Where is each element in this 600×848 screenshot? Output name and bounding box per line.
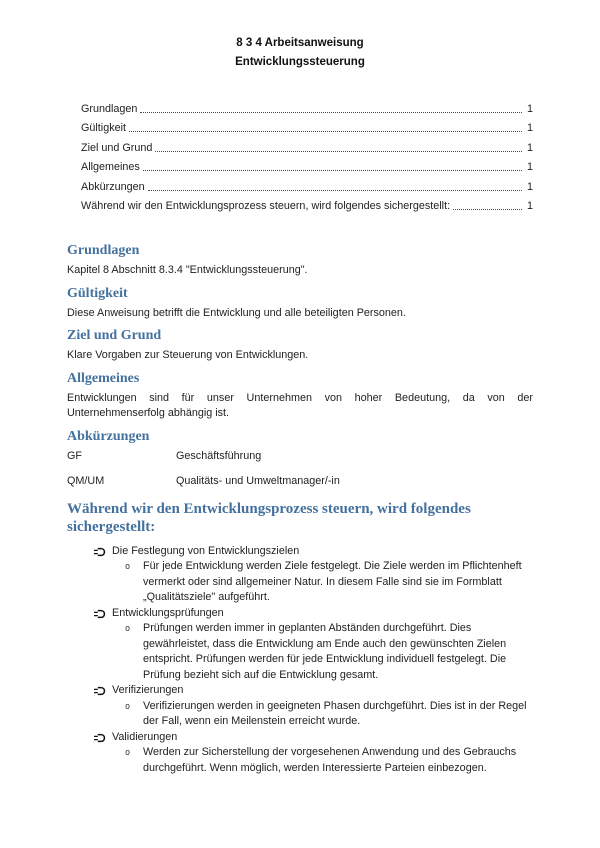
list-subitem-text: Verifizierungen werden in geeigneten Phasen durchgeführt. Dies ist in der Regel der Fall, wenn ein Meilenstein erreicht wurde. <box>143 699 527 727</box>
list-subitem <box>67 745 533 776</box>
page-content <box>67 0 533 776</box>
toc-page-number: 1 <box>526 200 533 212</box>
circle-bullet-icon: o <box>125 701 131 712</box>
wingdings-bullet-icon <box>93 733 106 743</box>
circle-bullet-icon: o <box>125 624 131 634</box>
toc-dot-leader <box>453 209 522 210</box>
wingdings-bullet-icon <box>93 609 106 619</box>
abbreviation-meaning: Geschäftsführung <box>176 449 262 462</box>
abbreviation-meaning: Qualitäts- und Umweltmanager/-in <box>176 475 340 487</box>
list-item-title: Validierungen <box>112 730 178 743</box>
section-body-gueltigkeit: Diese Anweisung betrifft die Entwicklung und alle beteiligten Personen. <box>67 306 406 319</box>
toc-entry-label: Während wir den Entwicklungsprozess steuern, wird folgendes sichergestellt: <box>81 200 451 212</box>
toc-dot-leader <box>155 151 522 152</box>
abbreviation-key: QM/UM <box>67 475 105 487</box>
toc-page-number: 1 <box>526 102 533 115</box>
toc-entry-label: Grundlagen <box>81 102 138 115</box>
list-subitem <box>67 699 533 730</box>
list-item <box>67 683 533 699</box>
doc-title-line1: 8 3 4 Arbeitsanweisung <box>236 37 364 49</box>
list-subitem-text: Werden zur Sicherstellung der vorgesehenen Anwendung und des Gebrauchs durchgeführt. Wenn möglich, werden Interessierte Parteien einbezogen. <box>143 746 517 774</box>
list-item-title: Entwicklungsprüfungen <box>112 606 224 619</box>
wingdings-bullet-icon <box>93 547 106 557</box>
section-heading-entwicklungsprozess: Während wir den Entwicklungsprozess steuern, wird folgendes sichergestellt: <box>67 500 471 535</box>
table-of-contents <box>81 96 533 213</box>
section-body-ziel-und-grund: Klare Vorgaben zur Steuerung von Entwicklungen. <box>67 349 309 361</box>
doc-title-line2: Entwicklungssteuerung <box>235 56 365 68</box>
toc-dot-leader <box>148 190 522 191</box>
toc-entry-label: Ziel und Grund <box>81 141 153 154</box>
section-heading-ziel-und-grund: Ziel und Grund <box>67 328 162 343</box>
toc-page-number: 1 <box>526 122 533 134</box>
document-title <box>67 34 533 72</box>
section-body-allgemeines: Entwicklungen sind für unser Unternehmen von hoher Bedeutung, da von der Unternehmenserfolg abhängig ist. <box>67 391 533 419</box>
toc-entry-abkuerzungen[interactable] <box>81 174 533 194</box>
section-heading-allgemeines: Allgemeines <box>67 370 140 386</box>
toc-page-number: 1 <box>526 141 533 154</box>
toc-entry-label: Abkürzungen <box>81 180 145 193</box>
toc-entry-allgemeines[interactable] <box>81 155 533 175</box>
toc-entry-gueltigkeit[interactable] <box>81 116 533 136</box>
list-item-title: Die Festlegung von Entwicklungszielen <box>112 544 300 557</box>
section-heading-abkuerzungen: Abkürzungen <box>67 428 150 444</box>
section-body-grundlagen: Kapitel 8 Abschnitt 8.3.4 "Entwicklungssteuerung". <box>67 264 308 276</box>
process-list <box>67 544 533 777</box>
toc-entry-entwicklungsprozess[interactable] <box>81 194 533 214</box>
section-heading-grundlagen: Grundlagen <box>67 243 140 258</box>
list-item <box>67 544 533 560</box>
abbreviation-key: GF <box>67 449 82 462</box>
toc-entry-ziel-und-grund[interactable] <box>81 135 533 155</box>
toc-dot-leader <box>140 112 522 113</box>
list-subitem-text: Für jede Entwicklung werden Ziele festgelegt. Die Ziele werden im Pflichtenheft vermerkt oder sind allgemeiner Natur. In diesem Falle sind sie im Formblatt „Qualitätsziele" aufgeführt. <box>143 560 522 603</box>
circle-bullet-icon: o <box>125 748 131 758</box>
toc-entry-label: Allgemeines <box>81 161 140 173</box>
circle-bullet-icon: o <box>125 562 131 572</box>
toc-entry-grundlagen[interactable] <box>81 96 533 116</box>
toc-page-number: 1 <box>526 180 533 193</box>
list-item <box>67 730 533 746</box>
toc-page-number: 1 <box>526 161 533 173</box>
list-subitem <box>67 621 533 683</box>
section-heading-gueltigkeit: Gültigkeit <box>67 285 128 301</box>
list-subitem <box>67 559 533 606</box>
toc-entry-label: Gültigkeit <box>81 122 127 134</box>
toc-dot-leader <box>143 170 522 171</box>
abbreviation-row <box>67 474 533 490</box>
list-item-title: Verifizierungen <box>112 684 184 696</box>
list-item <box>67 606 533 622</box>
abbreviation-row <box>67 449 533 465</box>
wingdings-bullet-icon <box>93 686 106 696</box>
toc-dot-leader <box>129 131 522 132</box>
list-subitem-text: Prüfungen werden immer in geplanten Abständen durchgeführt. Dies gewährleistet, dass die Entwicklung am Ende auch den gewünschten Zielen entspricht. Prüfungen werden für jede Entwicklung individuell festgelegt. Die Prüfung bezieht sich auf die Entwicklung gesamt. <box>143 622 507 681</box>
